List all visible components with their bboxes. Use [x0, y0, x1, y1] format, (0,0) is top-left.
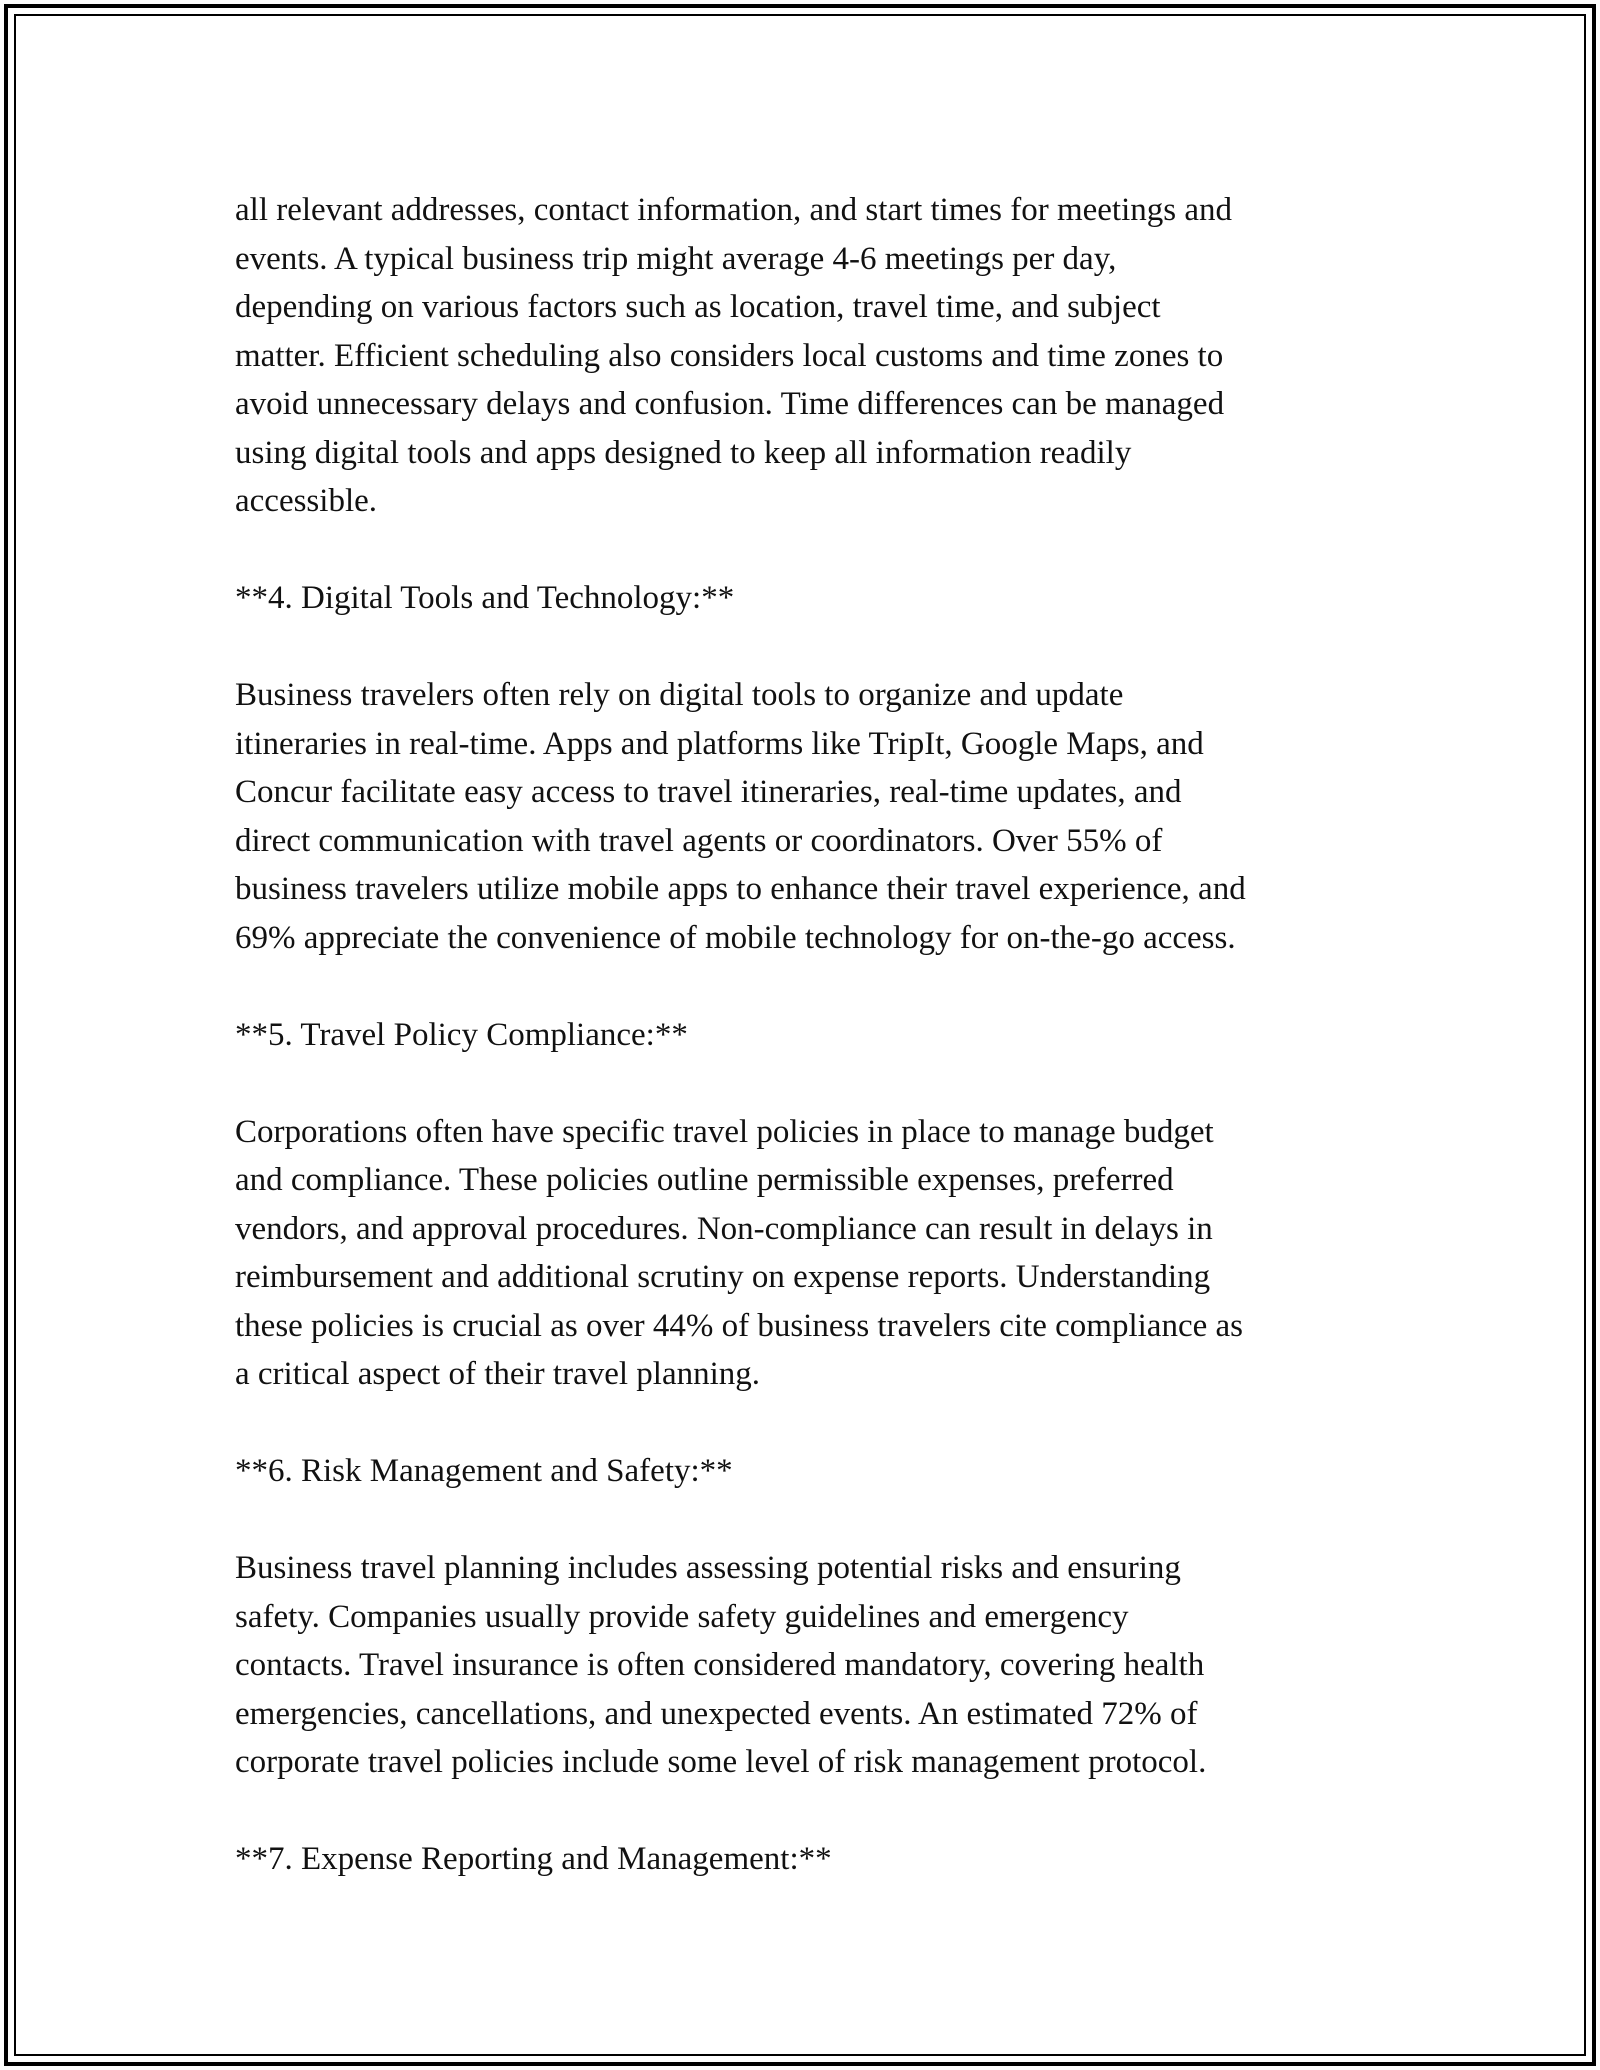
- paragraph-risk-management: Business travel planning includes assessing potential risks and ensuring safety. Companies usually provide safety guidelines and emergency contacts. Travel insurance is often considered mandatory, covering health emergencies, cancellations, and unexpected events. An estimated 72% of corporate travel policies include some level of risk management protocol.: [235, 1550, 1207, 1780]
- heading-digital-tools: **4. Digital Tools and Technology:**: [235, 580, 735, 616]
- heading-travel-policy-compliance: **5. Travel Policy Compliance:**: [235, 1016, 688, 1053]
- heading-risk-management: **6. Risk Management and Safety:**: [235, 1453, 733, 1489]
- paragraph-scheduling-continued: all relevant addresses, contact information, and start times for meetings and events. A typical business trip might average 4-6 meetings per day, depending on various factors such as location, travel time, and subject matter. Efficient scheduling also considers local customs and time zones to avoid unnecessary delays and confusion. Time differences can be managed using digital tools and apps designed to keep all information readily accessible.: [235, 192, 1233, 519]
- heading-expense-reporting: **7. Expense Reporting and Management:**: [235, 1841, 832, 1877]
- document-body: [235, 186, 1370, 1932]
- paragraph-travel-policy-compliance: Corporations often have specific travel policies in place to manage budget and compliance. These policies outline permissible expenses, preferred vendors, and approval procedures. Non-compliance can result in delays in reimbursement and additional scrutiny on expense reports. Understanding these policies is crucial as over 44% of business travelers cite compliance as a critical aspect of their travel planning.: [235, 1113, 1243, 1392]
- paragraph-digital-tools: Business travelers often rely on digital tools to organize and update itineraries in real-time. Apps and platforms like TripIt, Google Maps, and Concur facilitate easy access to travel itineraries, real-time updates, and direct communication with travel agents or coordinators. Over 55% of business travelers utilize mobile apps to enhance their travel experience, and 69% appreciate the convenience of mobile technology for on-the-go access.: [235, 677, 1246, 956]
